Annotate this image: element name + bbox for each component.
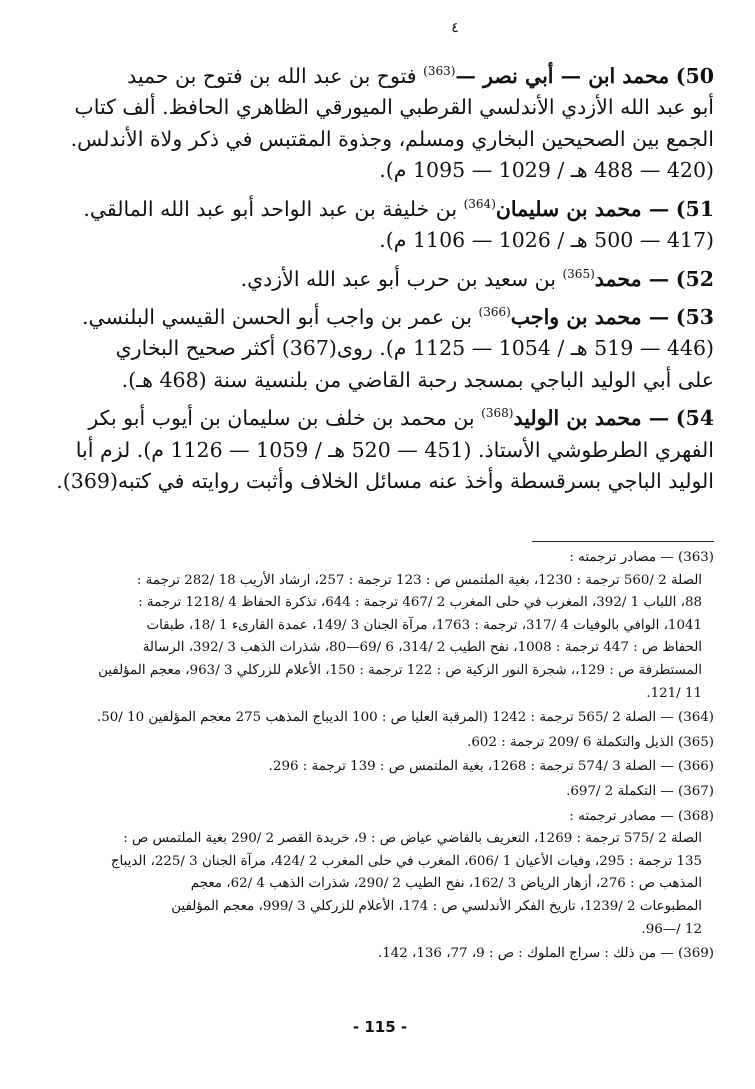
entry-number: 50) [675, 63, 714, 88]
footnote-line: (365) الذيل والتكملة 6 /209 ترجمة : 602. [467, 734, 714, 750]
footnote-line: 88، اللباب 1 /392، المغرب في حلى المغرب 2 /467 ترجمة : 644، تذكرة الحفاظ 4 /1218 ترجمة : [138, 595, 702, 611]
entry-line: (420 — 488 هـ / 1029 — 1095 م). [379, 158, 714, 183]
entry-number: 54) [675, 406, 714, 431]
footnote-line: الصلة 2 /575 ترجمة : 1269، التعريف بالقاضي عياض ص : 9، خريدة القصر 2 /290 بغية الملتمس ص : [123, 831, 702, 847]
footnote-line: (368) — مصادر ترجمته : [569, 808, 714, 824]
entry-line: الفهري الطرطوشي الأستاذ. (451 — 520 هـ / 1059 — 1126 م). لزم أبا [75, 437, 714, 462]
footnote [52, 707, 714, 730]
entry-text: بن محمد بن خلف بن سليمان بن أيوب أبو بكر [88, 406, 475, 431]
entry [52, 259, 714, 295]
entry-line: على أبي الوليد الباجي بمسجد رحبة القاضي من بلنسية سنة (468 هـ). [121, 367, 714, 392]
footnote-separator [532, 541, 714, 542]
footnote-ref: (363) [423, 64, 456, 78]
footnote-line: (364) — الصلة 2 /565 ترجمة : 1242 (المرقبة العليا ص : 100 الديباج المذهب 275 معجم المؤلفين 10 /50. [96, 710, 714, 726]
entry-name: — محمد [594, 266, 670, 291]
footnote-ref: (365) [562, 266, 595, 281]
footnote-line: (369) — من ذلك : سراج الملوك : ص : 9، 77، 136، 142. [377, 946, 714, 962]
footnote-ref: (368) [481, 406, 514, 421]
footnote-line: المذهب ص : 276، أزهار الرياض 3 /162، نفح الطيب 2 /290، شذرات الذهب 4 /62، معجم [190, 876, 702, 892]
footnote-line: الحفاظ ص : 447 ترجمة : 1008، نفح الطيب 2 /314، 6 /69—80، شذرات الذهب 3 /392، الرسالة [142, 640, 702, 656]
footnote [52, 732, 714, 755]
entry [52, 189, 714, 257]
entry-heading-line [52, 56, 714, 92]
header-mark: ٤ [451, 20, 459, 36]
footnote-line: (367) — التكملة 2 /697. [566, 783, 714, 799]
footnote [52, 781, 714, 804]
entry-heading-line [52, 398, 714, 434]
footnote-line: (363) — مصادر ترجمته : [569, 550, 714, 565]
page-number: - 115 - [352, 1018, 408, 1036]
entry-number: 52) [675, 266, 714, 291]
entry-text: فتوح بن عبد الله بن فتوح بن حميد [127, 63, 417, 88]
entry [52, 398, 714, 497]
entry-number: 53) [675, 304, 714, 329]
footnote [52, 756, 714, 779]
entry-name: — محمد بن واجب [510, 304, 670, 329]
entry-name: — محمد بن الوليد [513, 406, 670, 431]
entry-heading-line [52, 189, 714, 225]
entry-line: الوليد الباجي بسرقسطة وأخذ عنه مسائل الخلاف وأثبت روايته في كتبه(369). [56, 469, 714, 494]
footnotes [52, 547, 714, 968]
main-text [52, 56, 714, 500]
footnote [52, 943, 714, 966]
entry-text: بن عمر بن واجب أبو الحسن القيسي البلنسي. [82, 304, 472, 329]
entry-text: بن سعيد بن حرب أبو عبد الله الأزدي. [240, 266, 556, 291]
entry-line: أبو عبد الله الأزدي الأندلسي القرطبي الميورقي الظاهري الحافظ. ألف كتاب [74, 95, 714, 120]
entry-heading-line [52, 297, 714, 333]
footnote-line: (366) — الصلة 3 /574 ترجمة : 1268، بغية الملتمس ص : 139 ترجمة : 296. [268, 759, 714, 775]
entry-name: محمد ابن — أبي نصر — [455, 63, 670, 88]
entry-line: الجمع بين الصحيحين البخاري ومسلم، وجذوة المقتبس في ذكر ولاة الأندلس. [70, 126, 714, 151]
entry [52, 297, 714, 396]
footnote [52, 806, 714, 942]
footnote-line: الصلة 2 /560 ترجمة : 1230، بغية الملتمس ص : 123 ترجمة : 257، ارشاد الأريب 18 /282 ترجمة : [136, 572, 702, 588]
footnote-line: المطبوعات 2 /1239، تاريخ الفكر الأندلسي ص : 174، الأعلام للزركلي 3 /999، معجم المؤلفين [171, 898, 702, 914]
footnote-line: 12 /—96. [641, 921, 702, 937]
entry-line: (446 — 519 هـ / 1054 — 1125 م). روى(367) أكثر صحيح البخاري [115, 336, 714, 361]
entry-text: بن خليفة بن عبد الواحد أبو عبد الله المالقي. [83, 196, 458, 221]
footnote-ref: (364) [463, 196, 496, 211]
footnote-line: 1041، الوافي بالوفيات 4 /317، ترجمة : 1763، مرآة الجنان 3 /149، عمدة القارىء 1 /18، طبقات [146, 617, 702, 633]
footnote-ref: (366) [478, 304, 511, 319]
footnote-line: 135 ترجمة : 295، وفيات الأعيان 1 /606، المغرب في حلى المغرب 2 /424، مرآة الجنان 3 /225، الديباج [110, 853, 702, 869]
footnote-line: المستطرفة ص : 129،، شجرة النور الزكية ص : 122 ترجمة : 150، الأعلام للزركلي 3 /963، معجم المؤلفين [98, 662, 702, 678]
entry-line: (417 — 500 هـ / 1026 — 1106 م). [379, 228, 714, 253]
footnote-line: 11 /121. [646, 685, 702, 701]
entry [52, 56, 714, 187]
footnote [52, 547, 714, 705]
entry-heading-line [52, 259, 714, 295]
entry-number: 51) [675, 196, 714, 221]
entry-name: — محمد بن سليمان [495, 196, 670, 221]
